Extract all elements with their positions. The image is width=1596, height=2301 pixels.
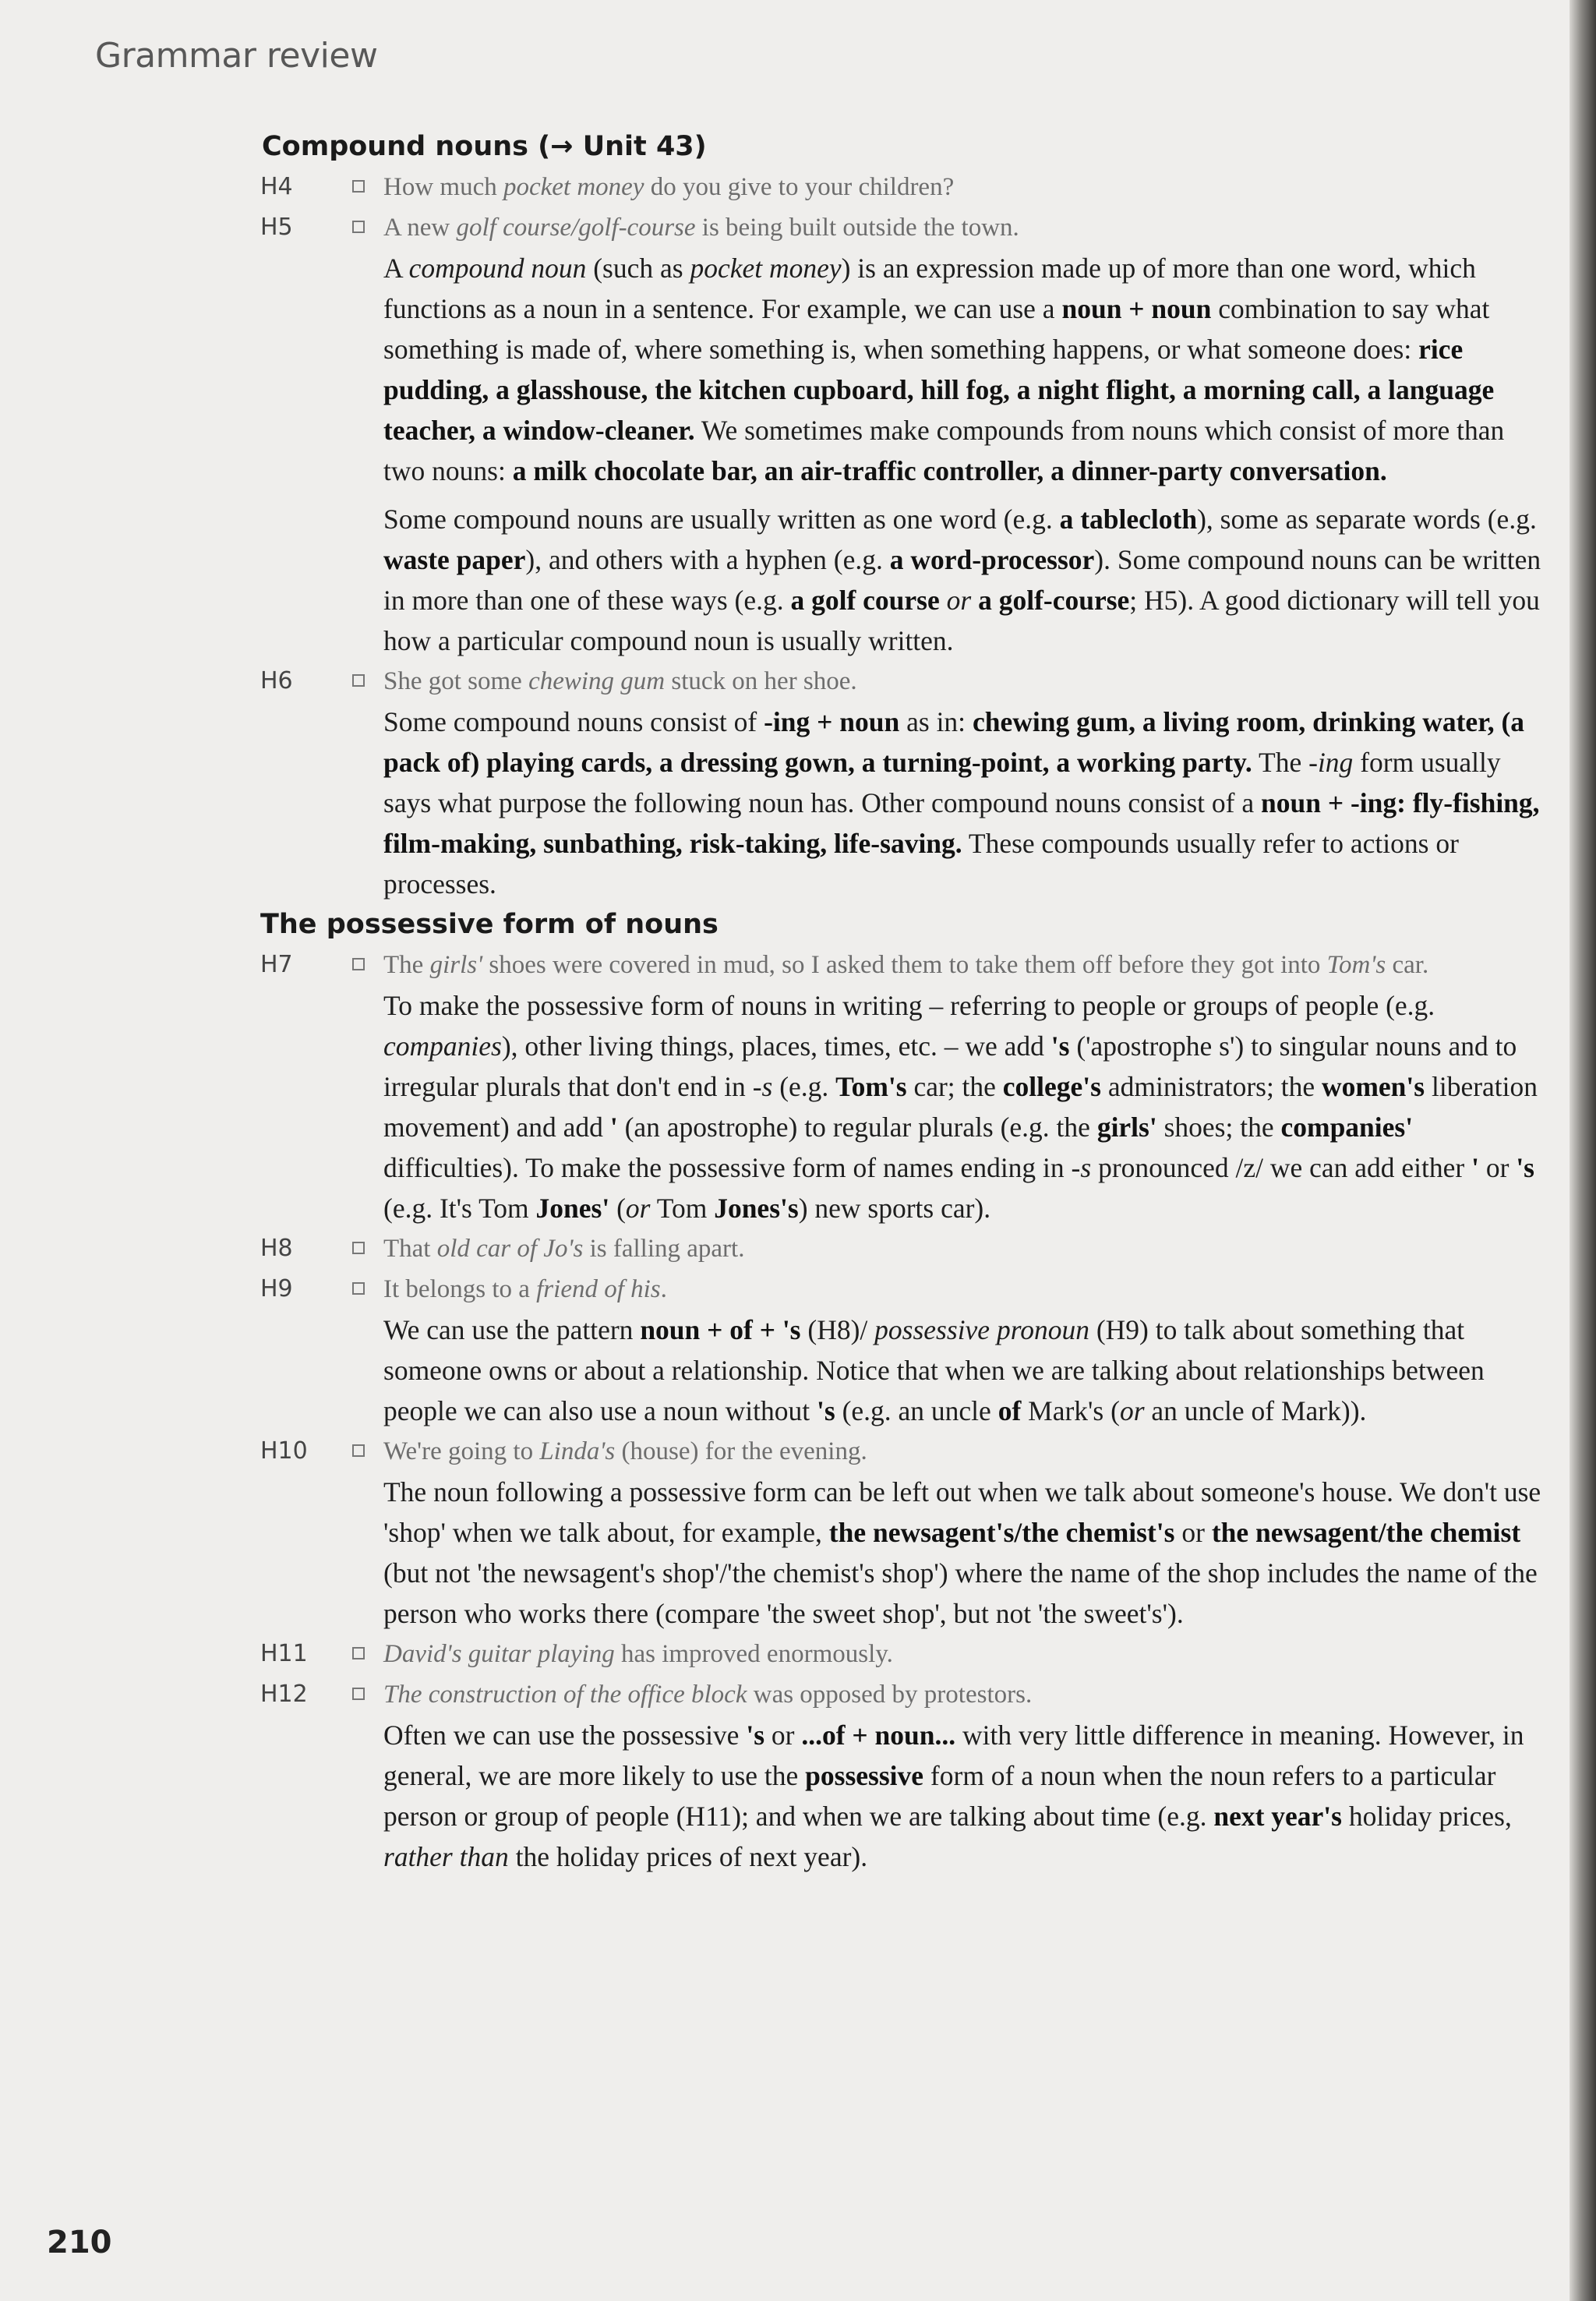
example-id: H5 <box>260 214 293 241</box>
checkbox-icon <box>352 1282 365 1295</box>
example-H9 <box>0 1269 1566 1310</box>
example-sentence: She got some chewing gum stuck on her shoe. <box>383 667 857 695</box>
example-sentence: The construction of the office block was opposed by protestors. <box>383 1681 1033 1709</box>
example-sentence: David's guitar playing has improved enormously. <box>383 1640 893 1668</box>
section-heading-compound-nouns: Compound nouns (→ Unit 43) <box>262 131 707 162</box>
book-spine-shadow <box>1570 0 1596 2301</box>
checkbox-icon <box>352 1688 365 1700</box>
example-sentence: That old car of Jo's is falling apart. <box>383 1235 745 1263</box>
running-header: Grammar review <box>95 36 378 76</box>
example-H11 <box>0 1634 1566 1674</box>
example-sentence: A new golf course/golf-course is being built outside the town. <box>383 214 1019 242</box>
example-sentence: We're going to Linda's (house) for the evening. <box>383 1437 867 1465</box>
example-sentence: It belongs to a friend of his. <box>383 1275 667 1303</box>
example-id: H12 <box>260 1681 308 1708</box>
explanation-paragraph: Some compound nouns are usually written as one word (e.g. a tablecloth), some as separate words (e.g. waste paper), and others with a hyphen (e.g. a word-processor). Some compound nouns can be written in more than one of these ways (e.g. a golf course or a golf-course; H5). A good dictionary will tell you how a particular compound noun is usually written. <box>383 504 1541 656</box>
checkbox-icon <box>352 221 365 233</box>
example-id: H7 <box>260 951 293 978</box>
explanation-paragraph: Some compound nouns consist of -ing + noun as in: chewing gum, a living room, drinking water, (a pack of) playing cards, a dressing gown, a turning-point, a working party. The -ing form usually says what purpose the following noun has. Other compound nouns consist of a noun + -ing: fly-fishing, film-making, sunbathing, risk-taking, life-saving. These compounds usually refer to actions or processes. <box>383 706 1540 900</box>
example-id: H10 <box>260 1437 308 1465</box>
example-H6 <box>0 661 1566 702</box>
checkbox-icon <box>352 180 365 193</box>
page-number: 210 <box>47 2225 112 2260</box>
example-H4 <box>0 167 1566 207</box>
example-id: H11 <box>260 1640 308 1667</box>
example-id: H8 <box>260 1235 293 1262</box>
explanation-paragraph: Often we can use the possessive 's or ...of + noun... with very little difference in meaning. However, in general, we are more likely to use the possessive form of a noun when the noun refers to a particular person or group of people (H11); and when we are talking about time (e.g. next year's holiday prices, rather than the holiday prices of next year). <box>383 1720 1524 1872</box>
checkbox-icon <box>352 1242 365 1254</box>
example-id: H6 <box>260 667 293 695</box>
example-H8 <box>0 1228 1566 1269</box>
explanation-paragraph: The noun following a possessive form can be left out when we talk about someone's house. We don't use 'shop' when we talk about, for example, the newsagent's/the chemist's or the newsagent/the chemist (but not 'the newsagent's shop'/'the chemist's shop') where the name of the shop includes the name of the person who works there (compare 'the sweet shop', but not 'the sweet's'). <box>383 1476 1541 1629</box>
explanation-paragraph: A compound noun (such as pocket money) is an expression made up of more than one word, which functions as a noun in a sentence. For example, we can use a noun + noun combination to say what something is made of, where something is, when something happens, or what someone does: rice pudding, a glasshouse, the kitchen cupboard, hill fog, a night flight, a morning call, a language teacher, a window-cleaner. We sometimes make compounds from nouns which consist of more than two nouns: a milk chocolate bar, an air-traffic controller, a dinner-party conversation. <box>383 253 1505 486</box>
example-H10 <box>0 1431 1566 1472</box>
checkbox-icon <box>352 1444 365 1457</box>
checkbox-icon <box>352 1647 365 1659</box>
example-H5 <box>0 207 1566 248</box>
example-sentence: The girls' shoes were covered in mud, so I asked them to take them off before they got into Tom's car. <box>383 951 1429 979</box>
checkbox-icon <box>352 674 365 687</box>
explanation-paragraph: To make the possessive form of nouns in writing – referring to people or groups of people (e.g. companies), other living things, places, times, etc. – we add 's ('apostrophe s') to singular nouns and to irregular plurals that don't end in -s (e.g. Tom's car; the college's administrators; the women's liberation movement) and add ' (an apostrophe) to regular plurals (e.g. the girls' shoes; the companies' difficulties). To make the possessive form of names ending in -s pronounced /z/ we can add either ' or 's (e.g. It's Tom Jones' (or Tom Jones's) new sports car). <box>383 990 1538 1224</box>
example-H7 <box>0 945 1566 985</box>
explanation-paragraph: We can use the pattern noun + of + 's (H8)/ possessive pronoun (H9) to talk about something that someone owns or about a relationship. Notice that when we are talking about relationships between people we can also use a noun without 's (e.g. an uncle of Mark's (or an uncle of Mark)). <box>383 1314 1485 1426</box>
section-heading-possessive: The possessive form of nouns <box>260 909 719 940</box>
example-H12 <box>0 1674 1566 1715</box>
checkbox-icon <box>352 958 365 970</box>
example-sentence: How much pocket money do you give to your children? <box>383 173 955 201</box>
example-id: H9 <box>260 1275 293 1302</box>
example-id: H4 <box>260 173 293 200</box>
page-content <box>0 126 1566 1877</box>
